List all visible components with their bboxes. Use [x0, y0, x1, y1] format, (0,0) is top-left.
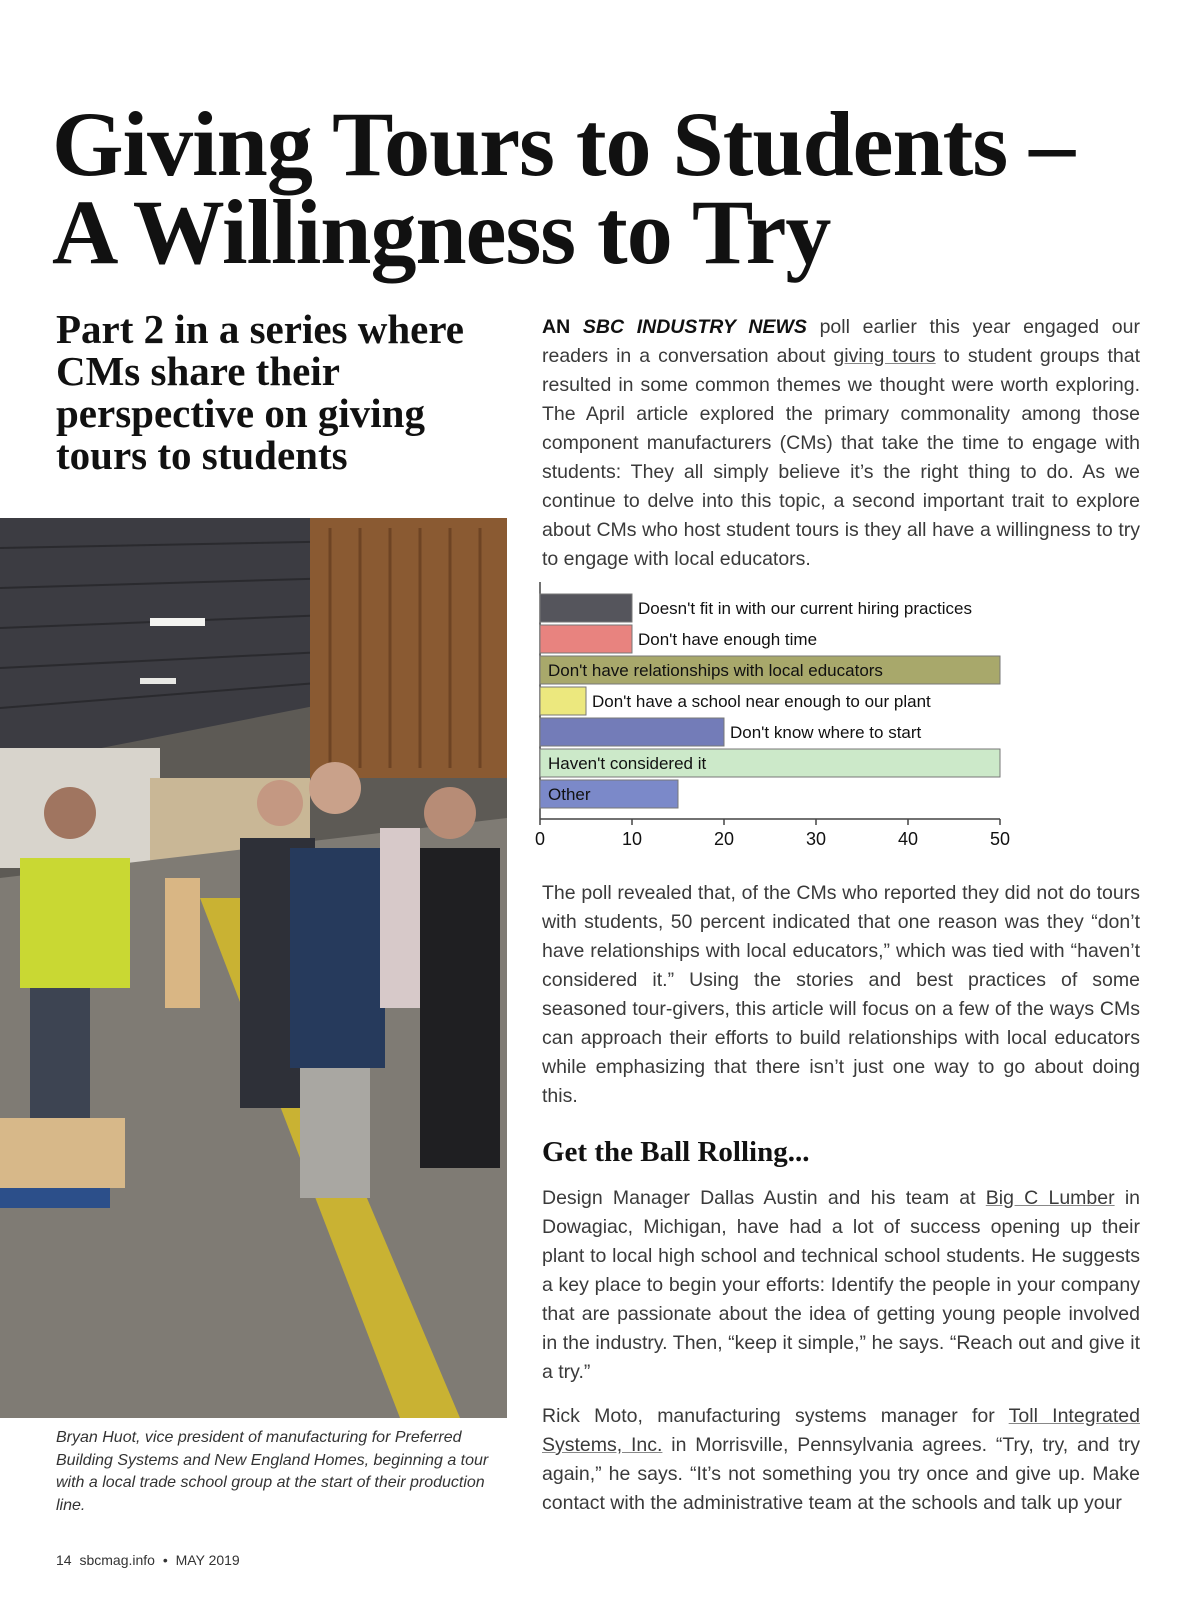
photo-caption: Bryan Huot, vice president of manufacturing for Preferred Building Systems and New England Homes, beginning a tour with a local trade school group at the start of their production line. — [56, 1429, 489, 1514]
para3-text-2: in Dowagiac, Michigan, have had a lot of success opening up their plant to local high school and technical school students. He suggests a key place to begin your efforts: Identify the people in your company that are passionate about the idea of getting young people involved in the industry. Then, “keep it simple,” he says. “Reach out and give it a try.” — [542, 1187, 1141, 1383]
para4-text-2: in Morrisville, Pennsylvania agrees. “Try, try, and try again,” he says. “It’s not something you try once and give up. Make contact with the administrative team at the schools and talk up your — [542, 1434, 1140, 1514]
big-c-paragraph — [542, 1184, 1140, 1387]
bar-label: Don't know where to start — [730, 723, 922, 742]
bar-label: Haven't considered it — [548, 754, 707, 773]
bar-label: Don't have enough time — [638, 630, 818, 649]
bar — [540, 625, 632, 653]
page-footer — [56, 1552, 244, 1568]
poll-paragraph — [542, 879, 1140, 1111]
lead-text-1: poll earlier this year engaged our readers in a conversation about — [542, 316, 1140, 367]
footer-site: sbcmag.info — [79, 1552, 155, 1568]
article-subtitle: Part 2 in a series where CMs share their perspective on giving tours to students — [56, 306, 464, 478]
warehouse-tour-photo — [0, 518, 507, 1418]
lead-text-2: to student groups that resulted in some common themes we thought were worth exploring. The April article explored the primary commonality among those component manufacturers (CMs) that take the time to engage with students: They all simply believe it’s the right thing to do. As we continue to delve into this topic, a second important trait to explore about CMs who host student tours is they all have a willingness to try to engage with local educators. — [542, 345, 1140, 570]
bar — [540, 687, 586, 715]
footer-issue: MAY 2019 — [175, 1552, 240, 1568]
x-tick-label: 40 — [897, 829, 919, 849]
lead-paragraph — [542, 313, 1140, 574]
x-tick-label: 30 — [805, 829, 827, 849]
poll-bar-chart — [530, 582, 1030, 872]
section-heading: Get the Ball Rolling... — [542, 1136, 810, 1168]
bar-label: Don't have relationships with local educators — [548, 661, 883, 680]
x-tick-label: 0 — [534, 829, 546, 849]
bar-label: Doesn't fit in with our current hiring practices — [638, 599, 972, 618]
bar — [540, 594, 632, 622]
publication-name: SBC INDUSTRY NEWS — [582, 316, 807, 338]
x-tick-label: 50 — [989, 829, 1011, 849]
lead-kicker: AN — [542, 316, 583, 338]
bar-label: Other — [548, 785, 591, 804]
giving-tours-link[interactable]: giving tours — [833, 345, 936, 367]
bar — [540, 718, 724, 746]
x-tick-label: 10 — [621, 829, 643, 849]
big-c-lumber-link[interactable]: Big C Lumber — [985, 1187, 1115, 1209]
title-line-1: Giving Tours to Students – — [52, 93, 1075, 195]
para4-text-1: Rick Moto, manufacturing systems manager for — [542, 1405, 1009, 1427]
x-tick-label: 20 — [713, 829, 735, 849]
article-photo — [0, 518, 507, 1418]
para3-text-1: Design Manager Dallas Austin and his team at — [542, 1187, 986, 1209]
page-number: 14 — [56, 1552, 72, 1568]
poll-text: The poll revealed that, of the CMs who reported they did not do tours with students, 50 percent indicated that one reason was they “don’t have relationships with local educators,” which was tied with “haven’t considered it.” Using the stories and best practices of some seasoned tour-givers, this article will focus on a few of the ways CMs can approach their efforts to build relationships with local educators while emphasizing that there isn’t just one way to go about doing this. — [542, 882, 1140, 1107]
title-line-2: A Willingness to Try — [52, 181, 831, 283]
toll-paragraph — [542, 1402, 1140, 1518]
toll-integrated-link[interactable]: Toll Integrated Systems, Inc. — [542, 1405, 1140, 1456]
footer-separator: • — [162, 1552, 168, 1568]
bar-label: Don't have a school near enough to our plant — [592, 692, 931, 711]
article-title — [52, 93, 1172, 283]
